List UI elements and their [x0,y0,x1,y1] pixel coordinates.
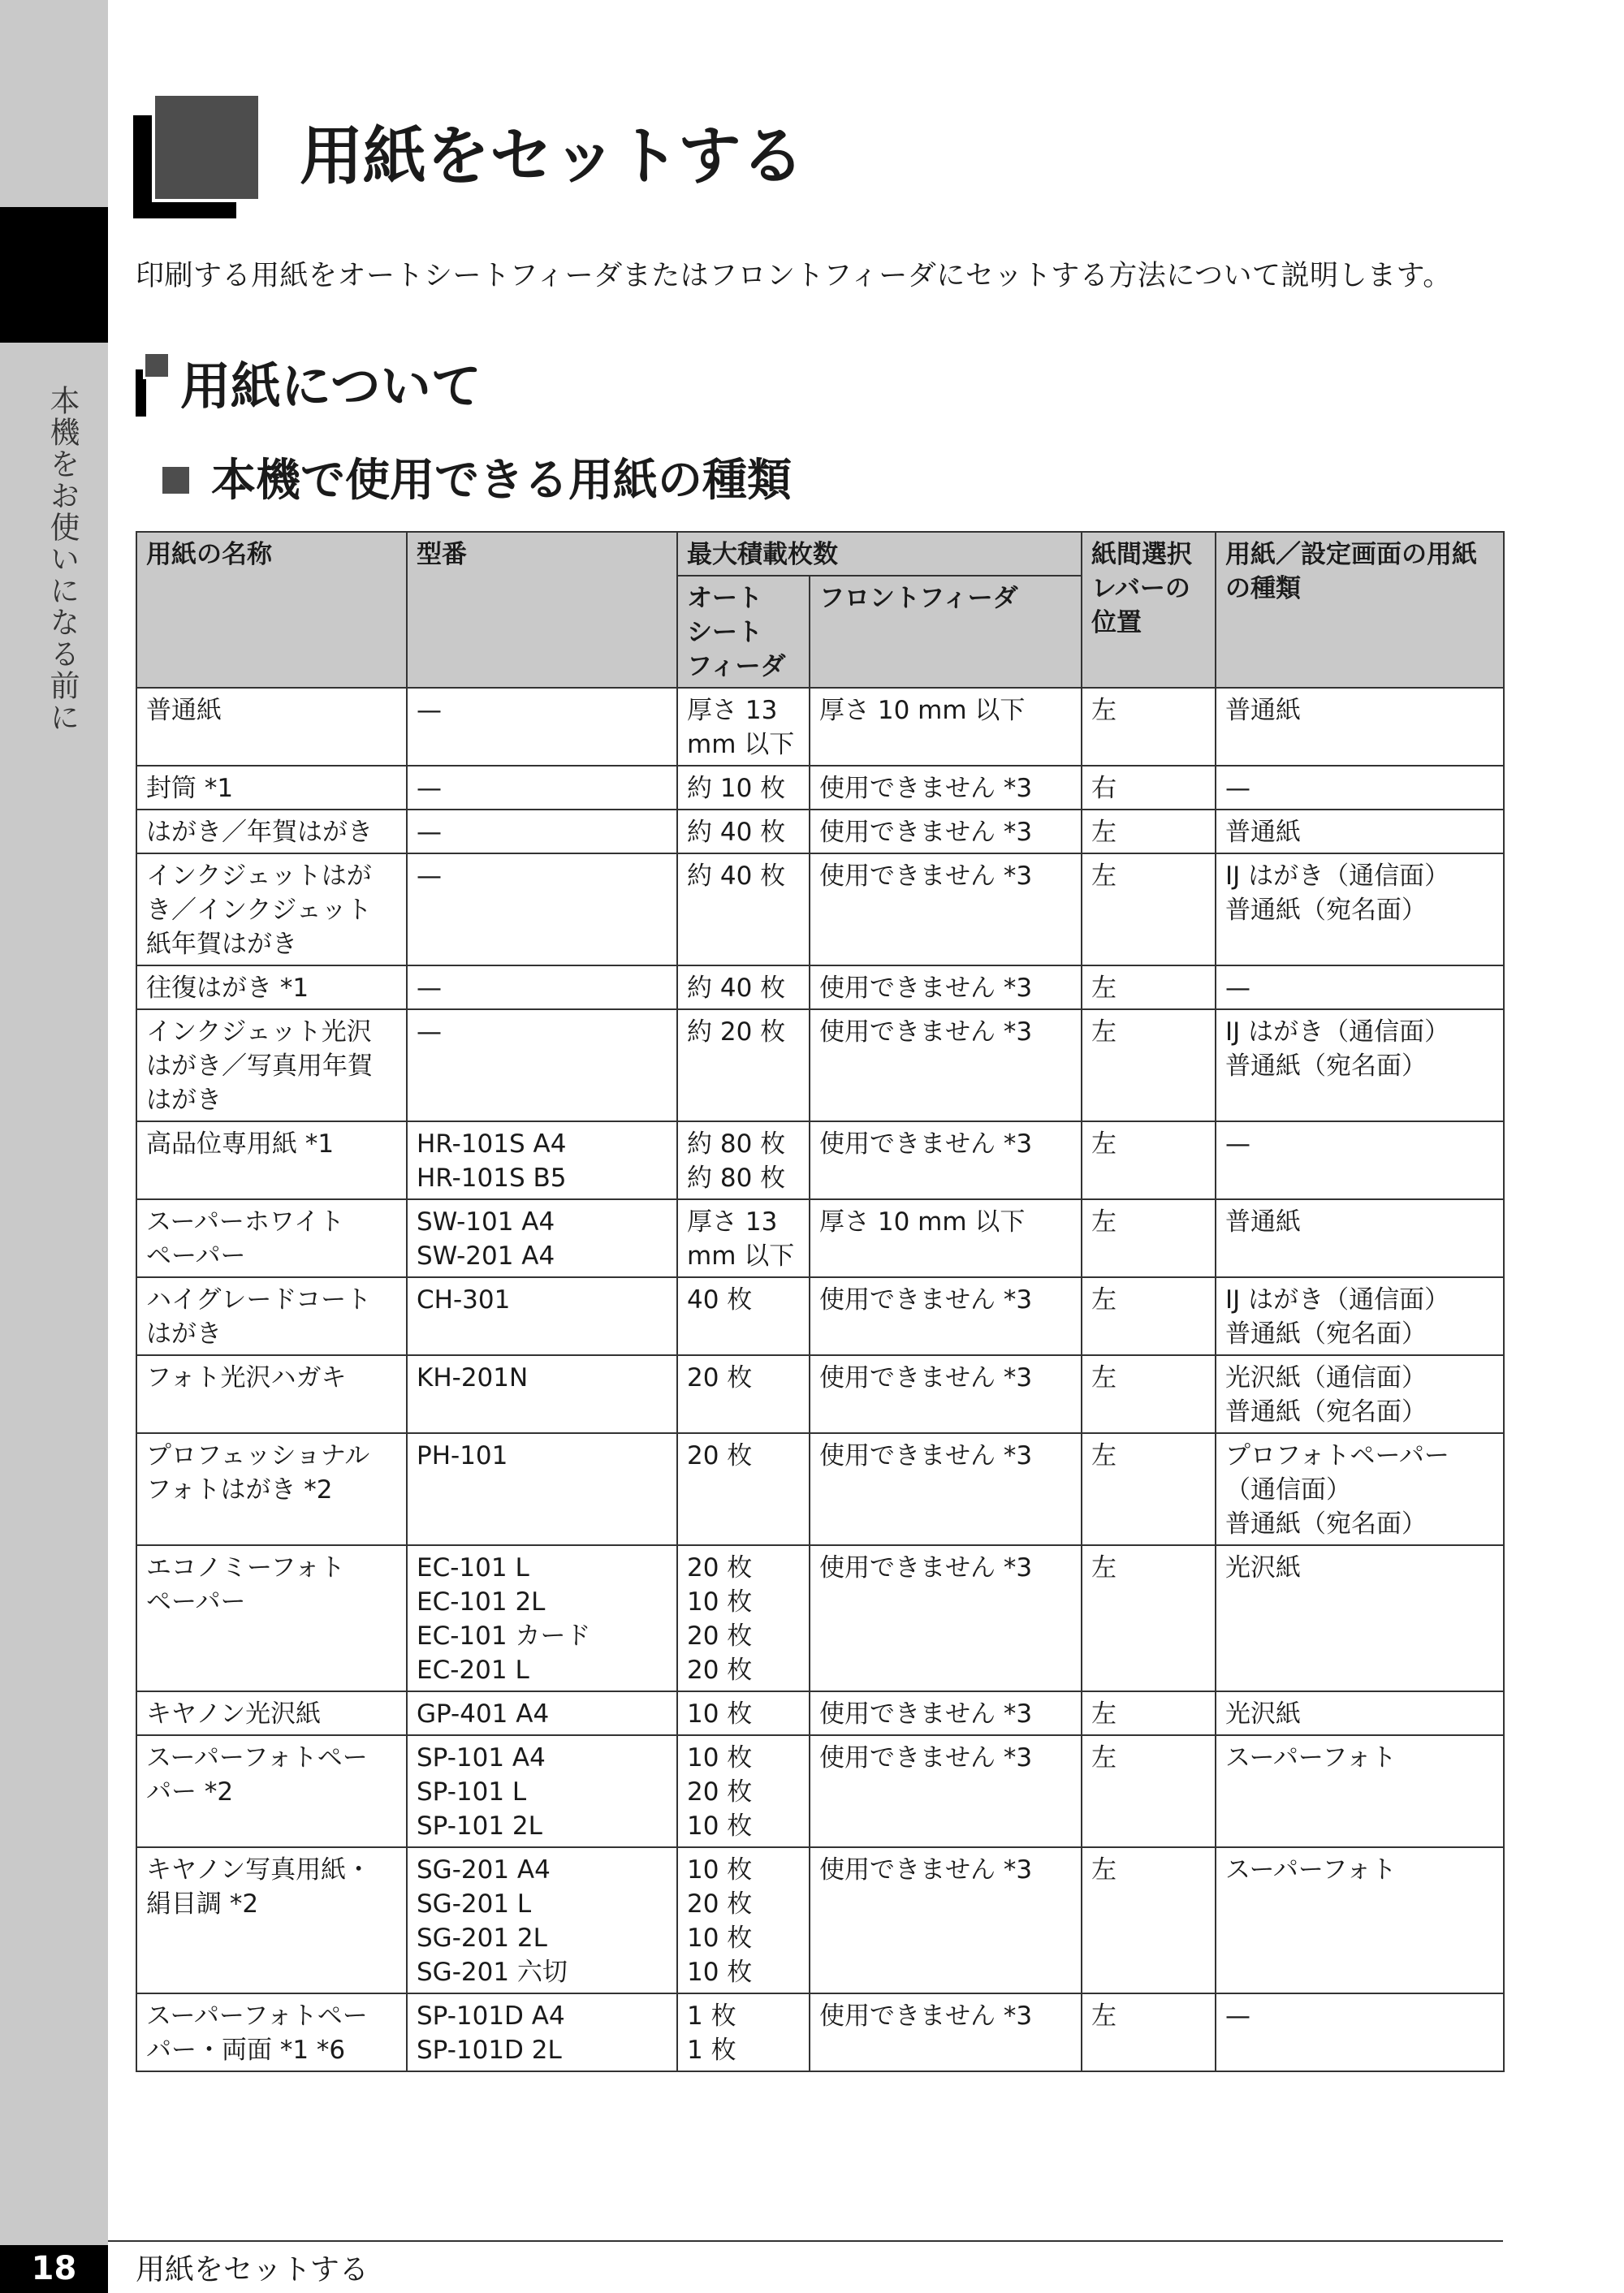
cell-line: 10 枚 [687,1958,753,1987]
cell-line: — [417,861,442,891]
cell-front-feeder [810,1691,1082,1735]
cell-paper-name [136,1993,407,2071]
table-row [136,1355,1504,1433]
cell-line: 使用できません *3 [819,1855,1033,1885]
cell-line: 左 [1091,861,1116,891]
header-line: 用紙の名称 [146,540,272,569]
cell-line: 10 枚 [687,1743,753,1773]
cell-line: プロフォトペーパー [1225,1441,1449,1470]
cell-model-number [407,853,677,965]
cell-line: 左 [1091,1363,1116,1393]
cell-auto-sheet-feeder [677,1545,810,1691]
cell-line: 往復はがき *1 [146,974,309,1003]
cell-line: 左 [1091,1855,1116,1885]
cell-front-feeder [810,1545,1082,1691]
section-square-icon [143,352,171,379]
cell-front-feeder [810,1847,1082,1993]
cell-auto-sheet-feeder [677,965,810,1009]
table-row [136,1735,1504,1847]
cell-line: スーパーフォト [1225,1855,1397,1885]
page-number: 18 [0,2245,108,2293]
cell-line: — [1225,1129,1250,1159]
cell-line: 10 枚 [687,1924,753,1953]
cell-model-number [407,1199,677,1277]
cell-line: 普通紙 [1225,1207,1301,1237]
cell-line: 厚さ 10 mm 以下 [819,696,1026,725]
cell-line: SP-101 2L [417,1812,542,1841]
cell-line: 使用できません *3 [819,774,1033,803]
header-line: シート [687,618,762,647]
cell-paper-name [136,1355,407,1433]
table-row [136,1545,1504,1691]
cell-line: はがき／写真用年賀 [146,1051,373,1081]
cell-lever-position [1082,688,1216,766]
table-row [136,688,1504,766]
cell-line: 10 枚 [687,1587,753,1617]
cell-line: キヤノン写真用紙・ [146,1855,372,1885]
cell-line: 使用できません *3 [819,1285,1033,1315]
cell-auto-sheet-feeder [677,810,810,853]
cell-line: 絹目調 *2 [146,1889,259,1919]
cell-front-feeder [810,1433,1082,1545]
cell-line: 使用できません *3 [819,974,1033,1003]
table-row [136,766,1504,810]
cell-front-feeder [810,1355,1082,1433]
cell-line: はがき／年賀はがき [146,818,373,847]
cell-line: 普通紙 [1225,818,1301,847]
cell-auto-sheet-feeder [677,688,810,766]
cell-model-number [407,1121,677,1199]
cell-line: 左 [1091,2002,1116,2031]
cell-line: 使用できません *3 [819,818,1033,847]
title-square-icon [152,93,261,202]
cell-line: EC-101 2L [417,1587,546,1617]
cell-line: 左 [1091,1017,1116,1047]
cell-auto-sheet-feeder [677,1691,810,1735]
cell-line: — [417,696,442,725]
table-row [136,1691,1504,1735]
cell-line: 10 枚 [687,1812,753,1841]
cell-model-number [407,1355,677,1433]
square-bullet-icon [162,467,189,494]
cell-lever-position [1082,1847,1216,1993]
cell-line: — [417,974,442,1003]
cell-line: 左 [1091,1285,1116,1315]
table-row [136,1009,1504,1121]
cell-line: 10 枚 [687,1699,753,1729]
cell-line: ペーパー [146,1242,246,1271]
cell-line: 使用できません *3 [819,861,1033,891]
cell-line: 約 10 枚 [687,774,786,803]
cell-line: SP-101D 2L [417,2036,562,2065]
header-auto-sheet-feeder [677,576,810,688]
cell-media-type [1216,1847,1504,1993]
cell-line: き／インクジェット [146,896,372,925]
cell-paper-name [136,810,407,853]
cell-line: — [417,1017,442,1047]
cell-line: 20 枚 [687,1363,753,1393]
cell-media-type [1216,810,1504,853]
table-row [136,965,1504,1009]
cell-line: エコノミーフォト [146,1553,345,1583]
cell-line: スーパーフォト [1225,1743,1397,1773]
cell-model-number [407,1847,677,1993]
cell-line: スーパーフォトペー [146,1743,368,1773]
cell-line: 左 [1091,974,1116,1003]
cell-line: SP-101 A4 [417,1743,546,1773]
cell-line: パー・両面 *1 *6 [146,2036,346,2065]
sidebar-chapter-tab [0,207,108,343]
cell-front-feeder [810,1277,1082,1355]
cell-lever-position [1082,1199,1216,1277]
cell-paper-name [136,1199,407,1277]
section-heading: 用紙について [180,356,482,416]
cell-line: 左 [1091,1743,1116,1773]
cell-paper-name [136,1009,407,1121]
cell-line: PH-101 [417,1441,508,1470]
cell-line: mm 以下 [687,730,795,759]
table-header-row [136,532,1504,576]
cell-paper-name [136,1277,407,1355]
cell-paper-name [136,1691,407,1735]
cell-model-number [407,1009,677,1121]
cell-model-number [407,688,677,766]
cell-media-type [1216,1545,1504,1691]
cell-line: 約 40 枚 [687,974,786,1003]
cell-media-type [1216,1735,1504,1847]
cell-model-number [407,1277,677,1355]
cell-line: 使用できません *3 [819,1699,1033,1729]
header-line: オート [687,584,762,613]
cell-line: 普通紙（宛名面） [1225,1051,1427,1081]
cell-line: 1 枚 [687,2002,736,2031]
header-line: 型番 [417,540,467,569]
cell-line: 約 20 枚 [687,1017,786,1047]
cell-front-feeder [810,965,1082,1009]
cell-line: 使用できません *3 [819,1129,1033,1159]
cell-paper-name [136,1735,407,1847]
table-row [136,853,1504,965]
cell-line: 約 80 枚 [687,1164,786,1193]
cell-lever-position [1082,1993,1216,2071]
cell-line: SG-201 六切 [417,1958,568,1987]
cell-line: 光沢紙（通信面） [1225,1363,1427,1393]
cell-front-feeder [810,1009,1082,1121]
cell-line: SW-101 A4 [417,1207,555,1237]
cell-auto-sheet-feeder [677,1735,810,1847]
table-row [136,1199,1504,1277]
cell-line: 使用できません *3 [819,1017,1033,1047]
cell-line: CH-301 [417,1285,511,1315]
cell-line: 厚さ 13 [687,696,778,725]
cell-front-feeder [810,688,1082,766]
cell-line: 20 枚 [687,1441,753,1470]
cell-media-type [1216,766,1504,810]
cell-line: 40 枚 [687,1285,753,1315]
paper-types-table [136,531,1505,2072]
cell-line: 10 枚 [687,1855,753,1885]
cell-paper-name [136,1121,407,1199]
cell-lever-position [1082,1433,1216,1545]
cell-line: 左 [1091,1553,1116,1583]
table-row [136,1993,1504,2071]
cell-line: 普通紙（宛名面） [1225,1319,1427,1349]
cell-model-number [407,766,677,810]
header-media-type [1216,532,1504,688]
cell-media-type [1216,1277,1504,1355]
table-body [136,688,1504,2071]
cell-line: 約 80 枚 [687,1129,786,1159]
cell-line: SG-201 L [417,1889,532,1919]
cell-line: 左 [1091,1699,1116,1729]
header-model-number [407,532,677,688]
cell-auto-sheet-feeder [677,1847,810,1993]
cell-model-number [407,1691,677,1735]
cell-line: HR-101S A4 [417,1129,567,1159]
cell-line: フォトはがき *2 [146,1475,333,1505]
cell-line: IJ はがき（通信面） [1225,1017,1450,1047]
cell-line: HR-101S B5 [417,1164,567,1193]
cell-model-number [407,810,677,853]
cell-line: — [417,818,442,847]
cell-line: 紙年賀はがき [146,930,297,959]
cell-line: 20 枚 [687,1656,753,1685]
cell-front-feeder [810,810,1082,853]
running-title: 用紙をセットする [136,2253,369,2287]
cell-media-type [1216,1355,1504,1433]
cell-paper-name [136,965,407,1009]
cell-media-type [1216,1009,1504,1121]
cell-line: 普通紙（宛名面） [1225,1397,1427,1427]
cell-media-type [1216,688,1504,766]
cell-line: 20 枚 [687,1622,753,1651]
header-line: フロントフィーダ [819,584,1018,613]
cell-line: 普通紙（宛名面） [1225,1509,1427,1539]
cell-line: スーパーフォトペー [146,2002,368,2031]
cell-auto-sheet-feeder [677,1009,810,1121]
cell-line: IJ はがき（通信面） [1225,861,1450,891]
cell-auto-sheet-feeder [677,1993,810,2071]
cell-media-type [1216,853,1504,965]
cell-media-type [1216,1691,1504,1735]
cell-line: 20 枚 [687,1553,753,1583]
cell-line: SP-101D A4 [417,2002,565,2031]
intro-text: 印刷する用紙をオートシートフィーダまたはフロントフィーダにセットする方法について説明します。 [136,260,1452,292]
cell-line: インクジェットはが [146,861,372,891]
header-line: の種類 [1225,574,1301,603]
cell-media-type [1216,965,1504,1009]
cell-line: はがき [146,1319,222,1349]
cell-line: フォト光沢ハガキ [146,1363,347,1393]
cell-line: プロフェッショナル [146,1441,370,1470]
cell-line: EC-201 L [417,1656,529,1685]
cell-line: — [1225,2002,1250,2031]
cell-line: 光沢紙 [1225,1553,1301,1583]
cell-media-type [1216,1433,1504,1545]
cell-line: 使用できません *3 [819,2002,1033,2031]
header-line: レバーの [1091,574,1190,603]
cell-line: 普通紙（宛名面） [1225,896,1427,925]
cell-line: 封筒 *1 [146,774,234,803]
subsection-heading: 本機で使用できる用紙の種類 [211,454,793,506]
cell-line: SG-201 2L [417,1924,547,1953]
table-row [136,1433,1504,1545]
table-row [136,1121,1504,1199]
header-lever-position [1082,532,1216,688]
cell-line: mm 以下 [687,1242,795,1271]
cell-auto-sheet-feeder [677,1355,810,1433]
cell-auto-sheet-feeder [677,1199,810,1277]
cell-media-type [1216,1121,1504,1199]
cell-line: 左 [1091,1207,1116,1237]
cell-line: 厚さ 10 mm 以下 [819,1207,1026,1237]
cell-lever-position [1082,1121,1216,1199]
cell-line: 使用できません *3 [819,1363,1033,1393]
cell-lever-position [1082,810,1216,853]
cell-line: 20 枚 [687,1889,753,1919]
cell-line: 約 40 枚 [687,818,786,847]
cell-paper-name [136,1545,407,1691]
cell-line: （通信面） [1225,1475,1351,1505]
header-line: 用紙／設定画面の用紙 [1225,540,1477,569]
cell-media-type [1216,1993,1504,2071]
cell-line: 右 [1091,774,1116,803]
header-line: 紙間選択 [1091,540,1192,569]
cell-paper-name [136,1433,407,1545]
cell-model-number [407,1993,677,2071]
table-row [136,1847,1504,1993]
cell-lever-position [1082,1545,1216,1691]
cell-line: はがき [146,1086,222,1115]
table-row [136,810,1504,853]
cell-paper-name [136,766,407,810]
cell-lever-position [1082,1277,1216,1355]
cell-front-feeder [810,853,1082,965]
cell-lever-position [1082,766,1216,810]
cell-line: 左 [1091,818,1116,847]
cell-line: — [417,774,442,803]
cell-line: EC-101 カード [417,1622,591,1651]
cell-paper-name [136,1847,407,1993]
cell-auto-sheet-feeder [677,1277,810,1355]
cell-line: パー *2 [146,1777,234,1807]
cell-line: SG-201 A4 [417,1855,551,1885]
cell-line: SW-201 A4 [417,1242,555,1271]
cell-front-feeder [810,1199,1082,1277]
cell-line: 使用できません *3 [819,1743,1033,1773]
cell-auto-sheet-feeder [677,1433,810,1545]
header-line: フィーダ [687,652,786,681]
cell-line: スーパーホワイト [146,1207,344,1237]
cell-lever-position [1082,1355,1216,1433]
footer-rule [108,2240,1503,2242]
cell-model-number [407,1735,677,1847]
cell-line: KH-201N [417,1363,529,1393]
header-paper-name [136,532,407,688]
cell-front-feeder [810,1121,1082,1199]
cell-line: ハイグレードコート [146,1285,372,1315]
cell-line: GP-401 A4 [417,1699,550,1729]
cell-line: — [1225,774,1250,803]
header-line: 位置 [1091,608,1142,637]
cell-line: — [1225,974,1250,1003]
cell-line: ペーパー [146,1587,246,1617]
cell-auto-sheet-feeder [677,853,810,965]
cell-line: EC-101 L [417,1553,529,1583]
cell-line: 高品位専用紙 *1 [146,1129,335,1159]
cell-model-number [407,1433,677,1545]
cell-auto-sheet-feeder [677,766,810,810]
cell-line: 厚さ 13 [687,1207,778,1237]
header-front-feeder [810,576,1082,688]
header-max-load [677,532,1082,576]
cell-line: SP-101 L [417,1777,527,1807]
cell-lever-position [1082,1009,1216,1121]
table-header [136,532,1504,688]
cell-lever-position [1082,853,1216,965]
cell-line: 約 40 枚 [687,861,786,891]
chapter-label: 本機をお使いになる前に [45,385,80,733]
cell-front-feeder [810,1993,1082,2071]
cell-line: 普通紙 [1225,696,1301,725]
cell-media-type [1216,1199,1504,1277]
cell-line: 左 [1091,1441,1116,1470]
cell-lever-position [1082,1735,1216,1847]
cell-line: 光沢紙 [1225,1699,1301,1729]
cell-line: 1 枚 [687,2036,736,2065]
cell-line: 20 枚 [687,1777,753,1807]
cell-line: 左 [1091,696,1116,725]
cell-paper-name [136,688,407,766]
cell-model-number [407,1545,677,1691]
cell-lever-position [1082,1691,1216,1735]
cell-line: 使用できません *3 [819,1553,1033,1583]
cell-lever-position [1082,965,1216,1009]
table-row [136,1277,1504,1355]
cell-paper-name [136,853,407,965]
cell-line: インクジェット光沢 [146,1017,372,1047]
cell-front-feeder [810,766,1082,810]
cell-line: キヤノン光沢紙 [146,1699,322,1729]
cell-model-number [407,965,677,1009]
cell-line: 左 [1091,1129,1116,1159]
cell-line: 使用できません *3 [819,1441,1033,1470]
cell-auto-sheet-feeder [677,1121,810,1199]
cell-front-feeder [810,1735,1082,1847]
cell-line: 普通紙 [146,696,222,725]
header-line: 最大積載枚数 [687,540,838,569]
page-title: 用紙をセットする [300,120,805,193]
cell-line: IJ はがき（通信面） [1225,1285,1450,1315]
